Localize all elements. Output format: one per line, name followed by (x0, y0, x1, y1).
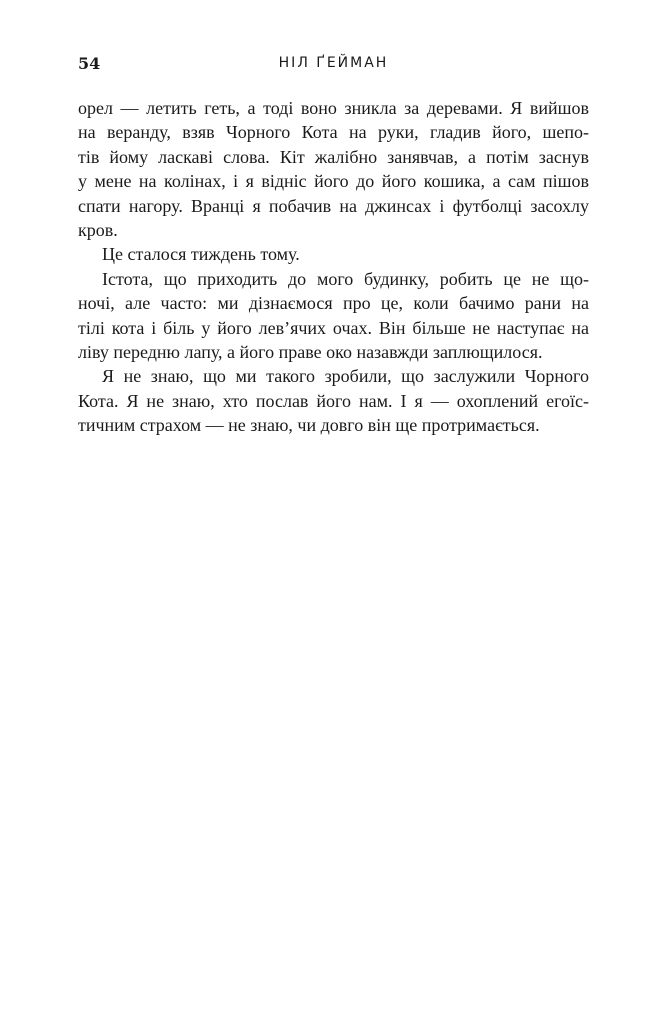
text-line: на веранду, взяв Чорного Кота на руки, гладив його, шепо- (78, 122, 589, 143)
text-line: Кота. Я не знаю, хто послав його нам. І я — охоплений егоїс- (78, 390, 589, 411)
text-line: спати нагору. Вранці я побачив на джинсах і футболці засохлу (78, 195, 589, 216)
text-line: орел — летить геть, а тоді воно зникла за деревами. Я вийшов (78, 98, 589, 118)
text-line: тичним страхом — не знаю, чи довго він ще протримається. (78, 415, 540, 436)
paragraph-first-line: Я не знаю, що ми такого зробили, що заслужили Чорного (102, 366, 589, 387)
text-line: ліву передню лапу, а його праве око назавжди заплющилося. (78, 342, 543, 363)
body-text (78, 96, 589, 438)
paragraph-first-line: Істота, що приходить до мого будинку, робить це не що- (102, 268, 589, 289)
text-line: у мене на колінах, і я відніс його до його кошика, а сам пішов (78, 171, 589, 192)
text-line: тілі кота і біль у його лев’ячих очах. Він більше не наступає на (78, 317, 589, 338)
text-line: тів йому ласкаві слова. Кіт жалібно занявчав, а потім заснув (78, 146, 589, 167)
text-line: ночі, але часто: ми дізнаємося про це, коли бачимо рани на (78, 293, 589, 314)
running-header-author: НІЛ ҐЕЙМАН (278, 55, 389, 71)
text-line: кров. (78, 220, 118, 241)
page-number: 54 (78, 54, 101, 73)
paragraph-first-line: Це сталося тиждень тому. (102, 244, 300, 265)
